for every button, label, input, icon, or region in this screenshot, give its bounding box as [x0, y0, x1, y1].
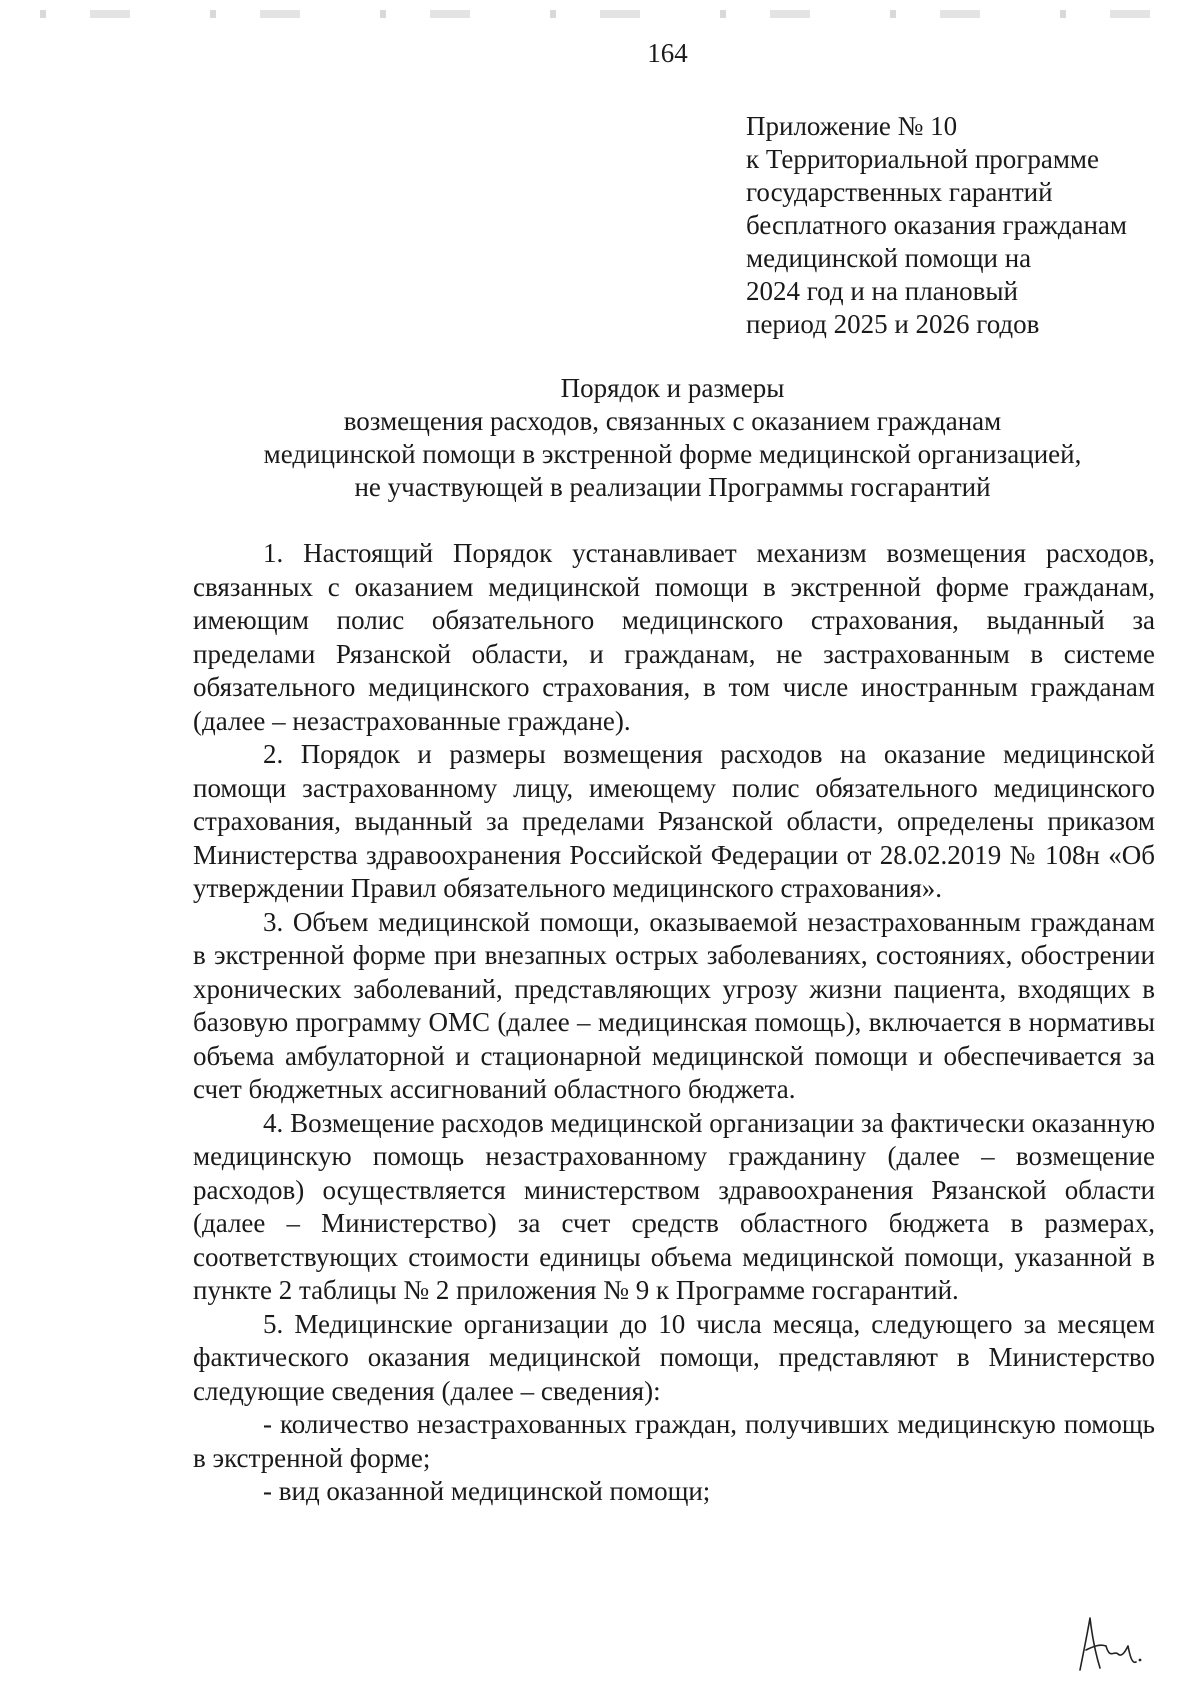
list-item-count: - количество незастрахованных граждан, получивших медицинскую помощь в экстренной форме; [193, 1409, 1155, 1473]
paragraph-2: 2. Порядок и размеры возмещения расходов на оказание медицинской помощи застрахованному лицу, имеющему полис обязательного медицинского страхования, выданный за пределами Рязанской области, определены приказом Министерства здравоохранения Российской Федерации от 28.02.2019 № 108н «Об утверждении Правил обязательного медицинского страхования». [193, 739, 1155, 903]
paragraph-5: 5. Медицинские организации до 10 числа месяца, следующего за месяцем фактического оказания медицинской помощи, представляют в Министерство следующие сведения (далее – сведения): [193, 1308, 1155, 1406]
document-body [193, 537, 1155, 1509]
appendix-line: Приложение № 10 [746, 111, 958, 141]
appendix-line: 2024 год и на плановый [746, 276, 1018, 306]
paragraph-3: 3. Объем медицинской помощи, оказываемой незастрахованным гражданам в экстренной форме при внезапных острых заболеваниях, состояниях, обострении хронических заболеваний, представляющих угрозу жизни пациента, входящих в базовую программу ОМС (далее – медицинская помощь), включается в нормативы объема амбулаторной и стационарной медицинской помощи и обеспечивается за счет бюджетных ассигнований областного бюджета. [193, 906, 1155, 1104]
appendix-line: период 2025 и 2026 годов [746, 309, 1040, 339]
appendix-line: к Территориальной программе [746, 144, 1099, 174]
title-line: не участвующей в реализации Программы госгарантий [354, 472, 991, 502]
title-line: Порядок и размеры [560, 373, 785, 403]
appendix-line: бесплатного оказания гражданам [746, 210, 1127, 240]
handwritten-signature [1070, 1610, 1150, 1680]
appendix-line: государственных гарантий [746, 177, 1053, 207]
appendix-header [746, 110, 1166, 341]
title-line: возмещения расходов, связанных с оказанием гражданам [343, 406, 1002, 436]
document-title [190, 372, 1155, 504]
scan-edge-artifact [0, 10, 1200, 18]
paragraph-1: 1. Настоящий Порядок устанавливает механизм возмещения расходов, связанных с оказанием медицинской помощи в экстренной форме гражданам, имеющим полис обязательного медицинского страхования, выданный за пределами Рязанской области, и гражданам, не застрахованным в системе обязательного медицинского страхования, в том числе иностранным гражданам (далее – незастрахованные граждане). [193, 538, 1155, 736]
title-line: медицинской помощи в экстренной форме медицинской организацией, [263, 439, 1082, 469]
page-number: 164 [647, 38, 688, 68]
list-item-type: - вид оказанной медицинской помощи; [263, 1476, 711, 1506]
paragraph-4: 4. Возмещение расходов медицинской организации за фактически оказанную медицинскую помощь незастрахованному гражданину (далее – возмещение расходов) осуществляется министерством здравоохранения Рязанской области (далее – Министерство) за счет средств областного бюджета в размерах, соответствующих стоимости единицы объема медицинской помощи, указанной в пункте 2 таблицы № 2 приложения № 9 к Программе госгарантий. [193, 1107, 1155, 1305]
appendix-line: медицинской помощи на [746, 243, 1032, 273]
